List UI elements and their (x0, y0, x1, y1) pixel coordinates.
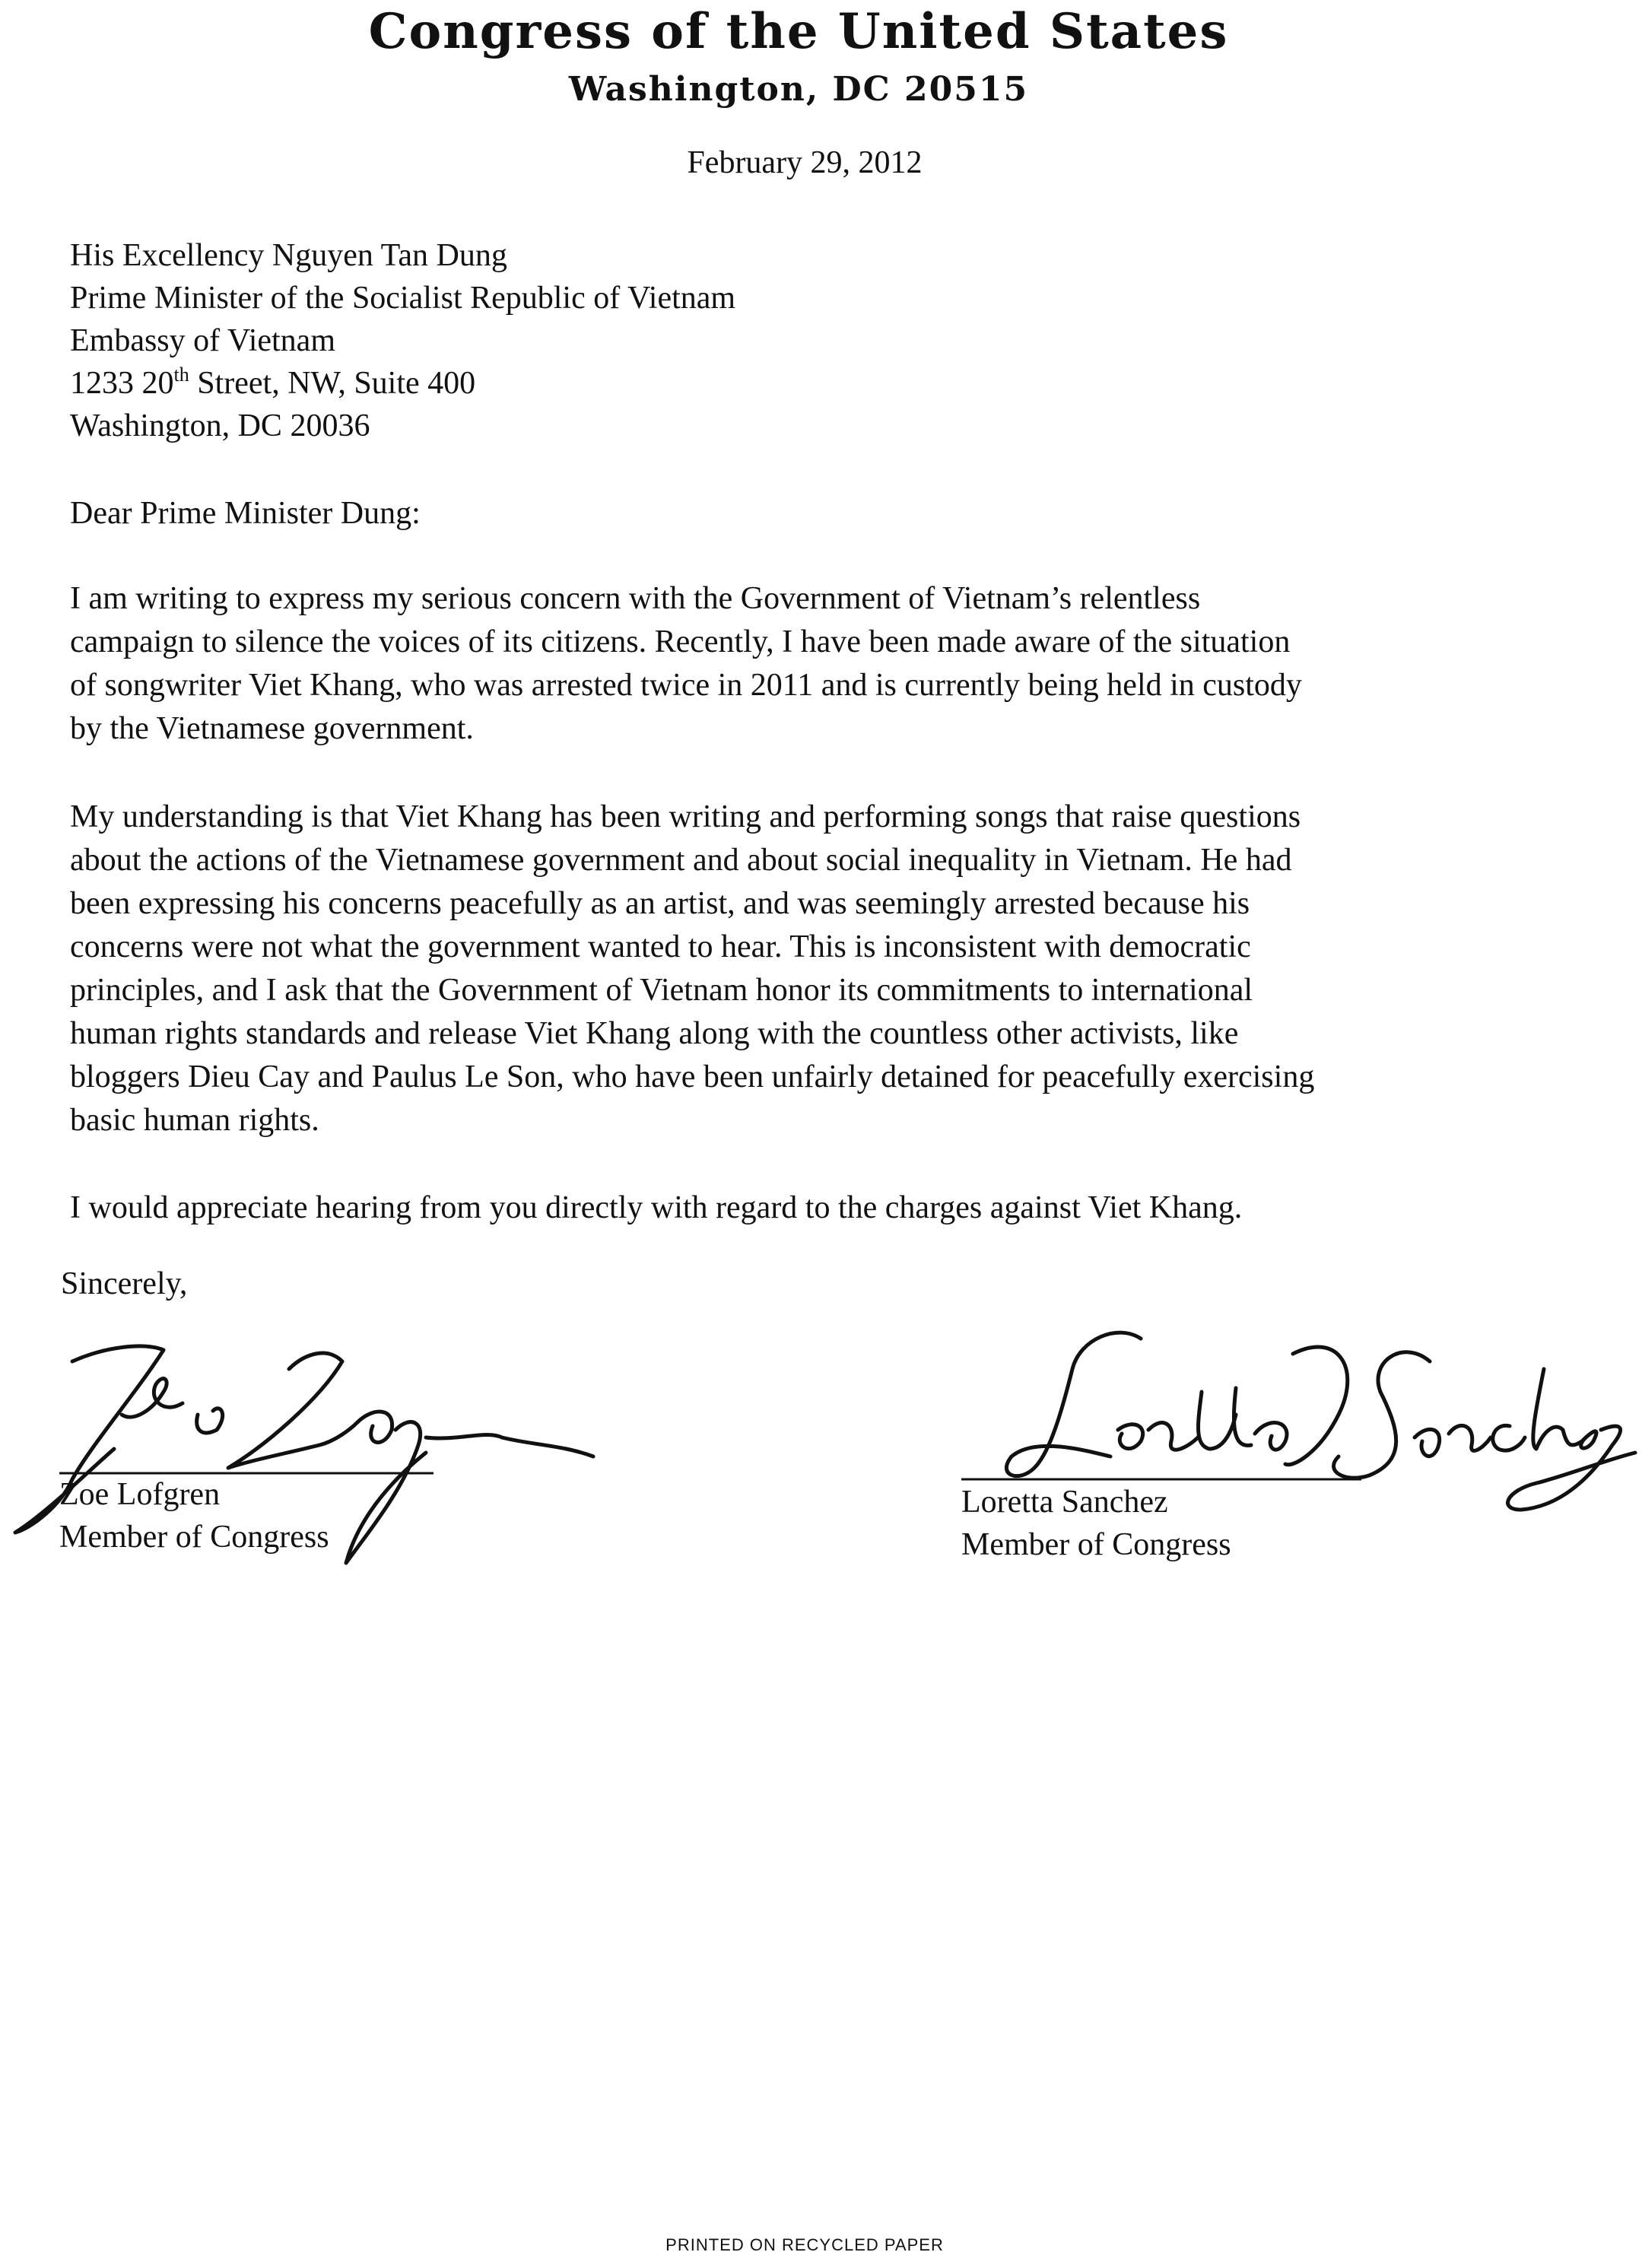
letterhead-title: Congress of the United States (368, 3, 1229, 60)
paragraph-line: by the Vietnamese government. (70, 711, 474, 746)
street-ordinal: th (173, 364, 189, 386)
body-paragraph-1 (70, 577, 1591, 751)
recipient-city: Washington, DC 20036 (70, 408, 370, 443)
signer-title: Member of Congress (961, 1527, 1231, 1562)
signer-block-1 (59, 1473, 329, 1558)
paragraph-line: principles, and I ask that the Government of Vietnam honor its commitments to international (70, 973, 1253, 1008)
paragraph-line: concerns were not what the government wanted to hear. This is inconsistent with democratic (70, 929, 1251, 964)
street-rest: Street, NW, Suite 400 (189, 366, 476, 401)
paragraph-line: My understanding is that Viet Khang has been writing and performing songs that raise questions (70, 799, 1301, 834)
signer-name: Zoe Lofgren (59, 1477, 221, 1512)
paragraph-line: been expressing his concerns peacefully as an artist, and was seemingly arrested because his (70, 886, 1250, 921)
paragraph-line: bloggers Dieu Cay and Paulus Le Son, who have been unfairly detained for peacefully exercising (70, 1059, 1315, 1094)
paragraph-line: I would appreciate hearing from you directly with regard to the charges against Viet Khang. (70, 1190, 1243, 1225)
letter-date: February 29, 2012 (687, 145, 923, 180)
footer-note: PRINTED ON RECYCLED PAPER (665, 2235, 944, 2254)
paragraph-line: I am writing to express my serious concern with the Government of Vietnam’s relentless (70, 581, 1201, 616)
salutation: Dear Prime Minister Dung: (70, 496, 421, 531)
recipient-address (70, 234, 735, 447)
recipient-title: Prime Minister of the Socialist Republic of Vietnam (70, 281, 736, 316)
signer-name: Loretta Sanchez (961, 1485, 1168, 1520)
paragraph-line: of songwriter Viet Khang, who was arrested twice in 2011 and is currently being held in custody (70, 668, 1302, 703)
closing: Sincerely, (61, 1266, 188, 1301)
paragraph-line: about the actions of the Vietnamese government and about social inequality in Vietnam. He had (70, 843, 1292, 878)
letterhead-city: Washington, DC 20515 (568, 70, 1029, 109)
recipient-street (70, 362, 735, 405)
paragraph-line: campaign to silence the voices of its citizens. Recently, I have been made aware of the situation (70, 624, 1291, 659)
street-number: 1233 20 (70, 366, 174, 401)
paragraph-line: human rights standards and release Viet Khang along with the countless other activists, like (70, 1016, 1239, 1051)
signer-block-2 (961, 1481, 1231, 1566)
body-paragraph-2 (70, 796, 1591, 1142)
body-paragraph-3 (70, 1186, 1591, 1230)
signer-title: Member of Congress (59, 1520, 329, 1555)
recipient-name: His Excellency Nguyen Tan Dung (70, 238, 507, 273)
paragraph-line: basic human rights. (70, 1103, 319, 1138)
recipient-organization: Embassy of Vietnam (70, 323, 335, 358)
